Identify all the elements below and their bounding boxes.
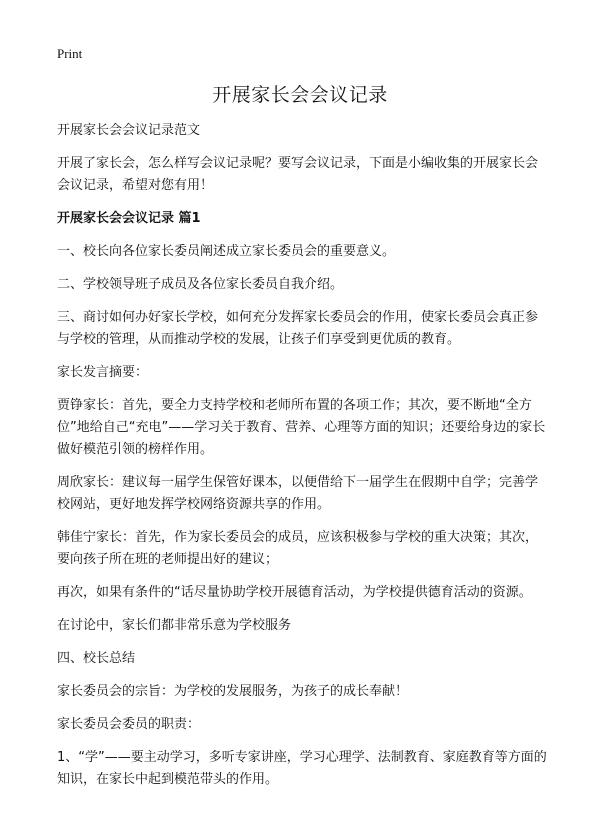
body-paragraph: 周欣家长：建议每一届学生保管好课本，以便借给下一届学生在假期中自学；完善学校网站，更好地发挥学校网络资源共享的作用。 xyxy=(57,475,539,512)
section-heading: 开展家长会会议记录 篇1 xyxy=(57,211,201,226)
body-paragraph: 家长委员会委员的职责： xyxy=(57,717,201,732)
subtitle-paragraph: 开展家长会会议记录范文 xyxy=(57,123,201,138)
intro-paragraph: 开展了家长会，怎么样写会议记录呢？要写会议记录，下面是小编收集的开展家长会会议记录，希望对您有用！ xyxy=(57,156,539,193)
body-paragraph: 韩佳宁家长：首先，作为家长委员会的成员，应该积极参与学校的重大决策；其次，要向孩子所在班的老师提出好的建议； xyxy=(57,530,539,567)
document-body xyxy=(57,120,547,802)
print-link[interactable]: Print xyxy=(57,46,83,61)
body-paragraph: 贾铮家长：首先，要全力支持学校和老师所布置的各项工作；其次，要不断地“全方位”地给自己“充电”——学习关于教育、营养、心理等方面的知识；还要给身边的家长做好模范引领的榜样作用。 xyxy=(57,398,546,457)
body-paragraph: 二、学校领导班子成员及各位家长委员自我介绍。 xyxy=(57,277,344,292)
body-paragraph: 三、商讨如何办好家长学校，如何充分发挥家长委员会的作用，使家长委员会真正参与学校的管理，从而推动学校的发展，让孩子们享受到更优质的教育。 xyxy=(57,310,539,347)
body-paragraph: 家长发言摘要： xyxy=(57,365,149,380)
document-title: 开展家长会会议记录 xyxy=(212,84,388,106)
body-paragraph: 在讨论中，家长们都非常乐意为学校服务 xyxy=(57,618,292,633)
body-paragraph: 1、“学”——要主动学习，多听专家讲座，学习心理学、法制教育、家庭教育等方面的知识，在家长中起到模范带头的作用。 xyxy=(57,750,547,787)
body-paragraph: 再次，如果有条件的“话尽量协助学校开展德育活动，为学校提供德育活动的资源。 xyxy=(57,585,532,600)
body-paragraph: 一、校长向各位家长委员阐述成立家长委员会的重要意义。 xyxy=(57,244,396,259)
body-paragraph: 四、校长总结 xyxy=(57,651,136,666)
body-paragraph: 家长委员会的宗旨：为学校的发展服务，为孩子的成长奉献！ xyxy=(57,684,409,699)
